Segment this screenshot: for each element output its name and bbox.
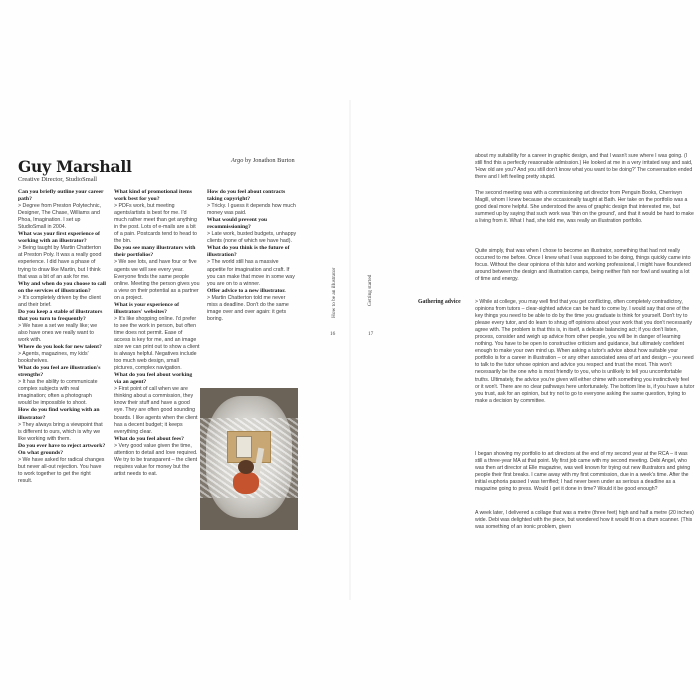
- interview-question: What is your experience of illustrators' websites?: [114, 301, 179, 315]
- interview-question: Where do you look for new talent?: [18, 344, 102, 351]
- side-heading: Gathering advice: [418, 299, 461, 305]
- interview-question: Offer advice to a new illustrator.: [207, 287, 286, 294]
- interview-answer: > Martin Chatterton told me never miss a deadline. Don't do the same image over and over again: it gets boring.: [207, 294, 289, 322]
- interview-question: What was your first experience of working with an illustrator?: [18, 231, 100, 245]
- portrait-sketch: [236, 436, 252, 458]
- body-paragraph: The second meeting was with a commissioning art director from Penguin Books, Cherriwyn Magill, whom I knew because she occasionally taught at Bath. Her take on the portfolio was a good deal more helpful. She understood the area of graphic design that interested me, but summed up by saying that such work was 'thin on the ground', and that it would be hard to make a living from it. What I had, she told me, was really an illustration portfolio.: [475, 190, 694, 225]
- running-title-left: How to be an illustrator: [331, 267, 337, 318]
- interview-question: What do you think is the future of illustration?: [207, 245, 290, 259]
- interview-question: What do you feel about fees?: [114, 435, 184, 442]
- image-credit-author: by Jonathon Burton: [243, 157, 295, 164]
- interview-question: How do you feel about contracts taking copyright?: [207, 189, 286, 203]
- interview-question: Why and when do you choose to call on the services of illustration?: [18, 280, 107, 294]
- interviewee-role: Creative Director, StudioSmall: [18, 176, 98, 183]
- interview-column-3: [207, 189, 297, 323]
- interview-question: What kind of promotional items work best for you?: [114, 189, 192, 203]
- page-number-left: 16: [330, 331, 336, 337]
- interview-answer: > We see lots, and have four or five agents we will see every year. Everyone finds the same people online. Meeting the person gives you a view on their potential as a partner on a project.: [114, 259, 200, 301]
- interview-question: Do you see many illustrators with their portfolios?: [114, 245, 196, 259]
- interview-question: What do you feel are illustration's strengths?: [18, 365, 101, 379]
- interview-column-1: [18, 189, 106, 485]
- interviewee-name: Guy Marshall: [18, 157, 132, 176]
- interview-answer: > It's like shopping online. I'd prefer to see the work in person, but often time does not permit. Ease of access is key for me, and an image size we can print out to show a client is always helpful. Negatives include too much web design, small pictures, complex navigation.: [114, 315, 200, 372]
- interview-answer: > It has the ability to communicate complex subjects with real imagination; often a photograph would be impossible to shoot.: [18, 379, 98, 407]
- cardboard-sign: [227, 431, 271, 463]
- interview-question: What would prevent you recommissioning?: [207, 217, 268, 231]
- figure-head: [238, 460, 254, 474]
- interview-answer: > Very good value given the time, attention to detail and love required. We try to be transparent – the client requires value for money but the artist needs to eat.: [114, 442, 198, 477]
- interview-answer: > The world still has a massive appetite for imagination and craft. If you can make that move in some way you are on to a winner.: [207, 259, 295, 287]
- interview-answer: > Agents, magazines, my kids' bookshelves.: [18, 351, 89, 365]
- interview-answer: > We have asked for radical changes but never all-out rejection. You have to work together to get the right result.: [18, 456, 105, 484]
- body-paragraph: I began showing my portfolio to art directors at the end of my second year at the RCA – it was still a three-year MA at that point. My first job came with my second meeting. Debi Angel, who was then art director at Elle magazine, was well known for trying out new illustrators and giving people their first breaks. I came away with my first commission, due in a week's time. After the initial euphoria passed I was terrified; I had never been under as serious a deadline as a magazine going to press. Would I get it done in time? Would it be good enough?: [475, 451, 691, 493]
- body-paragraph: Quite simply, that was when I chose to become an illustrator, something that had not really occurred to me before. Once I knew what I was supposed to be doing, things quickly came into focus. Without the clear opinions of this tutor and working professional, I might have floundered around between the design and illustration camps, being neither fish nor fowl and wasting a lot of time and energy.: [475, 248, 692, 283]
- interview-answer: > Degree from Preston Polytechnic, Designer, The Chase, Williams and Phoa, Imagination. I set up StudioSmall in 2004.: [18, 203, 102, 231]
- image-credit: [231, 157, 295, 164]
- image-credit-title: Argo: [231, 157, 244, 164]
- interview-question: Do you ever have to reject artwork? On what grounds?: [18, 442, 106, 456]
- interview-answer: > PDFs work, but meeting agents/artists is best for me. I'd much rather meet than get anything in the post. Lots of e-mails are a bit of a pain. Postcards tend to head to the bin.: [114, 203, 197, 245]
- interview-answer: > Tricky. I guess it depends how much money was paid.: [207, 203, 296, 217]
- interview-answer: > Being taught by Martin Chatterton at Preston Poly. It was a really good experience. I did have a phase of trying to draw like Martin, but I think that was a bit of an ask for me.: [18, 245, 102, 280]
- interview-column-2: [114, 189, 200, 478]
- body-paragraph: A week later, I delivered a collage that was a metre (three feet) high and half a metre (20 inches) wide. Debi was delighted with the piece, but wondered how it would fit on a drum scanner. (This was something of an ironic problem, given: [475, 510, 694, 531]
- interview-answer: > They always bring a viewpoint that is different to ours, which is why we like working with them.: [18, 421, 103, 442]
- interview-question: How do you find working with an illustrator?: [18, 407, 100, 421]
- interview-question: Do you keep a stable of illustrators that you turn to frequently?: [18, 308, 103, 322]
- interview-answer: > It's completely driven by the client and their brief.: [18, 294, 101, 308]
- interview-answer: > First point of call when we are thinking about a commission, they know their stuff and have a good eye. They are often good sounding boards. I like agents when the client has a decent budget; it keeps everything clear.: [114, 386, 198, 435]
- interview-answer: > Late work, busted budgets, unhappy clients (none of which we have had).: [207, 231, 297, 245]
- argo-illustration: [200, 388, 298, 530]
- body-paragraph: about my suitability for a career in graphic design, and that I wasn't sure where I was going. (I still find this a perfectly reasonable admission.) He looked at me in a very irritated way and said, 'How old are you? And you still don't know what you want to be doing?' The conversation ended there and I left feeling pretty stupid.: [475, 153, 693, 181]
- running-title-right: Getting started: [367, 274, 373, 306]
- body-paragraph: > While at college, you may well find that you get conflicting, often completely contradictory, opinions from tutors – clear-sighted advice can be hard to come by. I would say that one of the key things you need to be able to do by the time you graduate is think for yourself. Don't try to please every tutor, and do learn to shrug off opinions about your work that you don't necessarily agree with. The problem is that this is, in itself, a delicate balancing act; if you don't listen, process, consider and weigh up advice from other people, you will be in danger of learning nothing. You have to be open to constructive criticism and guidance, but ultimately confident enough to make your own mind up. When asking a tutor's advice about how suitable your portfolio is for a career in illustration – or any other associated area of art and design – you need to talk to the tutor whose opinion and advice you respect and trust the most. This won't necessarily be the one who is most friendly to you, who is unlikely to tell you uncomfortable truths. Ultimately, the advice you're given will either chime with something you instinctively feel or it won't. There are no clear pathways here unfortunately. The bottom line is, if you have a tutor you trust, ask for an opinion, but try not to go to everyone asking the same question, trying to make a decision by committee.: [475, 299, 695, 404]
- page-number-right: 17: [368, 331, 374, 337]
- gutter-fold: [349, 100, 351, 600]
- interview-answer: > We have a set we really like; we also have ones we really want to work with.: [18, 322, 98, 343]
- figure-body: [233, 472, 259, 494]
- interview-question: What do you feel about working via an agent?: [114, 372, 193, 386]
- interview-question: Can you briefly outline your career path?: [18, 189, 104, 203]
